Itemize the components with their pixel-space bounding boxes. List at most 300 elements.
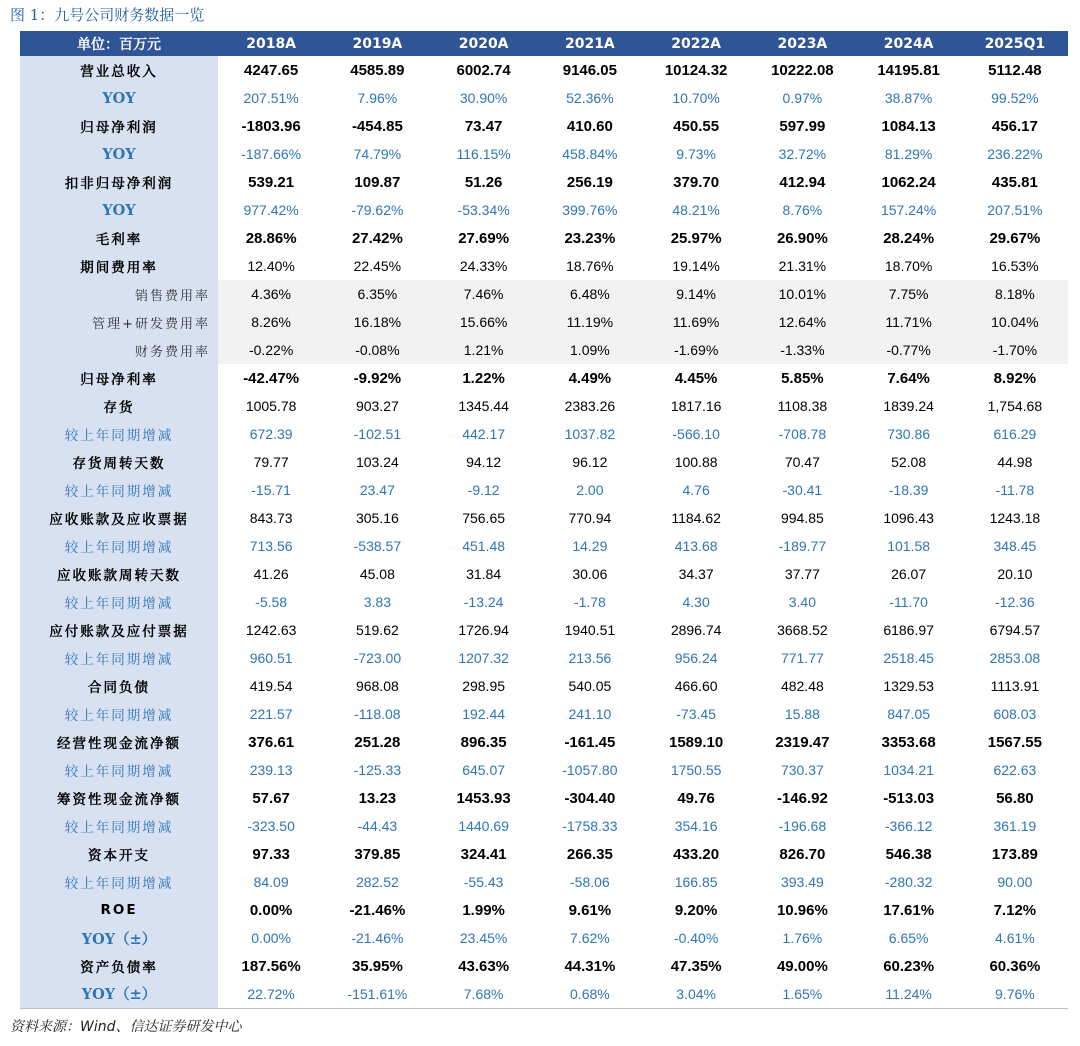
period-header: 2023A <box>749 31 855 56</box>
table-cell: 1567.55 <box>987 733 1042 751</box>
table-cell: 11.24% <box>885 985 932 1002</box>
table-cell: 1750.55 <box>670 762 722 778</box>
table-cell: 7.46% <box>431 280 537 308</box>
table-cell: -280.32 <box>884 874 933 890</box>
row-label: 归母净利率 <box>20 364 218 392</box>
table-cell: 4.45% <box>674 369 718 387</box>
table-cell: -12.36 <box>995 594 1035 610</box>
table-row <box>20 84 1068 112</box>
table-cell: 11.71% <box>856 308 962 336</box>
table-row <box>20 840 1068 868</box>
table-cell: -42.47% <box>243 369 300 387</box>
table-cell: 6794.57 <box>989 622 1041 638</box>
table-cell: 81.29% <box>884 146 933 162</box>
table-cell: 207.51% <box>987 202 1043 218</box>
table-cell: 410.60 <box>566 117 613 135</box>
table-cell: 608.03 <box>993 706 1037 722</box>
row-label: 较上年同期增减 <box>20 420 218 448</box>
table-row <box>20 588 1068 616</box>
table-cell: 994.85 <box>780 510 824 526</box>
table-cell: 52.36% <box>566 90 614 106</box>
table-cell: 9.61% <box>568 901 612 919</box>
table-cell: 2319.47 <box>775 733 830 751</box>
table-cell: 305.16 <box>355 510 399 526</box>
table-row <box>20 980 1068 1008</box>
table-cell: 1084.13 <box>881 117 936 135</box>
table-cell: 84.09 <box>253 874 289 890</box>
row-label: 应收账款及应收票据 <box>20 504 218 532</box>
table-cell: -1803.96 <box>241 117 301 135</box>
table-cell: 116.15% <box>456 146 511 162</box>
table-body <box>20 56 1068 1008</box>
table-cell: 713.56 <box>249 538 293 554</box>
table-row <box>20 112 1068 140</box>
table-cell: 399.76% <box>562 202 618 218</box>
table-cell: 16.53% <box>991 258 1039 274</box>
table-cell: -11.70 <box>889 594 928 610</box>
table-cell: 412.94 <box>779 173 826 191</box>
table-cell: 8.26% <box>218 308 324 336</box>
table-cell: 14195.81 <box>877 61 940 79</box>
row-label: ROE <box>20 896 218 924</box>
table-cell: 187.56% <box>241 957 301 975</box>
table-cell: 9.73% <box>676 146 716 162</box>
table-cell: 435.81 <box>991 173 1038 191</box>
table-cell: 1726.94 <box>458 622 509 638</box>
table-cell: 26.90% <box>776 229 828 247</box>
table-cell: 10.96% <box>776 901 828 919</box>
table-cell: 25.97% <box>670 229 722 247</box>
unit-label: 单位：百万元 <box>20 31 218 56</box>
table-cell: 6002.74 <box>456 61 511 79</box>
table-cell: 4247.65 <box>244 61 299 79</box>
table-cell: 96.12 <box>572 454 608 470</box>
table-cell: 10.04% <box>962 308 1068 336</box>
table-cell: -454.85 <box>351 117 403 135</box>
table-cell: 896.35 <box>460 733 507 751</box>
table-cell: 379.85 <box>354 845 401 863</box>
table-cell: -30.41 <box>782 482 823 498</box>
table-cell: -11.78 <box>995 482 1035 498</box>
table-cell: -1.69% <box>643 336 749 364</box>
table-cell: 376.61 <box>248 733 295 751</box>
table-cell: 354.16 <box>674 818 718 834</box>
table-cell: -1758.33 <box>562 818 618 834</box>
table-cell: 173.89 <box>991 845 1038 863</box>
table-cell: 15.88 <box>784 706 820 722</box>
table-cell: 27.42% <box>351 229 403 247</box>
table-cell: 393.49 <box>780 874 824 890</box>
period-header: 2025Q1 <box>962 31 1068 56</box>
table-cell: 9.76% <box>995 985 1035 1002</box>
table-cell: 256.19 <box>566 173 613 191</box>
row-label: 较上年同期增减 <box>20 532 218 560</box>
row-label: YOY <box>20 140 218 168</box>
table-cell: -189.77 <box>778 538 827 554</box>
table-cell: -566.10 <box>672 426 720 442</box>
table-cell: 1839.24 <box>883 398 934 414</box>
table-cell: 213.56 <box>568 650 612 666</box>
table-cell: 29.67% <box>989 229 1041 247</box>
table-cell: -1.78 <box>573 594 606 610</box>
table-cell: 843.73 <box>249 510 293 526</box>
table-cell: -0.08% <box>324 336 430 364</box>
table-cell: -196.68 <box>778 818 827 834</box>
row-label: YOY <box>20 84 218 112</box>
table-cell: 1453.93 <box>456 789 511 807</box>
table-cell: -304.40 <box>564 789 616 807</box>
table-cell: 539.21 <box>248 173 295 191</box>
row-label: 较上年同期增减 <box>20 476 218 504</box>
table-cell: 1184.62 <box>671 510 721 526</box>
table-cell: 57.67 <box>252 789 290 807</box>
table-cell: 236.22% <box>987 146 1043 162</box>
table-cell: 37.77 <box>784 566 820 582</box>
row-label: 存货周转天数 <box>20 448 218 476</box>
table-cell: 1,754.68 <box>987 398 1043 414</box>
table-row <box>20 728 1068 756</box>
table-cell: 0.97% <box>782 90 823 106</box>
period-header: 2024A <box>856 31 962 56</box>
table-cell: 3.83 <box>363 594 391 610</box>
table-cell: 70.47 <box>784 454 820 470</box>
table-cell: 361.19 <box>993 818 1037 834</box>
table-cell: 3668.52 <box>777 622 828 638</box>
table-row <box>20 672 1068 700</box>
table-row <box>20 336 1068 364</box>
table-cell: 45.08 <box>359 566 395 582</box>
table-cell: -44.43 <box>357 818 398 834</box>
table-cell: 2853.08 <box>989 650 1041 666</box>
table-cell: 1589.10 <box>669 733 724 751</box>
table-cell: 16.18% <box>324 308 430 336</box>
table-cell: 1440.69 <box>458 818 509 834</box>
row-label: 毛利率 <box>20 224 218 252</box>
table-cell: 266.35 <box>566 845 613 863</box>
table-cell: 10.01% <box>749 280 855 308</box>
table-cell: 157.24% <box>880 202 937 218</box>
table-cell: -1.70% <box>962 336 1068 364</box>
table-cell: 903.27 <box>355 398 399 414</box>
table-cell: -323.50 <box>247 818 295 834</box>
table-cell: 49.00% <box>776 957 828 975</box>
table-cell: 10124.32 <box>664 61 728 79</box>
table-cell: -723.00 <box>353 650 402 666</box>
table-cell: 9146.05 <box>562 61 617 79</box>
table-row <box>20 896 1068 924</box>
table-cell: 28.86% <box>245 229 297 247</box>
row-label: 较上年同期增减 <box>20 868 218 896</box>
row-label: 归母净利润 <box>20 112 218 140</box>
table-cell: 7.68% <box>463 985 504 1002</box>
table-cell: 451.48 <box>462 538 506 554</box>
period-header: 2022A <box>643 31 749 56</box>
table-cell: 968.08 <box>355 678 399 694</box>
financial-data-table <box>20 31 1068 1009</box>
table-cell: -161.45 <box>564 733 616 751</box>
row-label: 筹资性现金流净额 <box>20 784 218 812</box>
table-cell: -513.03 <box>883 789 935 807</box>
table-cell: 616.29 <box>993 426 1037 442</box>
table-row <box>20 140 1068 168</box>
table-cell: 32.72% <box>778 146 827 162</box>
table-cell: 2518.45 <box>883 650 934 666</box>
table-cell: -18.39 <box>888 482 929 498</box>
table-cell: 43.63% <box>458 957 510 975</box>
table-row <box>20 868 1068 896</box>
table-cell: 298.95 <box>462 678 506 694</box>
table-cell: 546.38 <box>885 845 932 863</box>
table-cell: -0.77% <box>856 336 962 364</box>
header-row <box>20 31 1068 56</box>
table-cell: 1.21% <box>431 336 537 364</box>
table-cell: 47.35% <box>670 957 722 975</box>
table-cell: 13.23 <box>358 789 397 807</box>
table-cell: 466.60 <box>674 678 718 694</box>
table-row <box>20 644 1068 672</box>
table-cell: 34.37 <box>678 566 714 582</box>
table-cell: 41.26 <box>253 566 289 582</box>
table-cell: 6186.97 <box>883 622 934 638</box>
table-cell: 52.08 <box>891 454 927 470</box>
table-cell: 456.17 <box>991 117 1038 135</box>
table-row <box>20 504 1068 532</box>
table-cell: 239.13 <box>249 762 293 778</box>
table-cell: 27.69% <box>458 229 510 247</box>
table-row <box>20 308 1068 336</box>
table-cell: 6.35% <box>324 280 430 308</box>
table-cell: 0.00% <box>251 930 291 946</box>
table-cell: 1.09% <box>537 336 643 364</box>
table-cell: 109.87 <box>354 173 401 191</box>
table-row <box>20 756 1068 784</box>
row-label: 较上年同期增减 <box>20 588 218 616</box>
table-cell: 30.90% <box>459 90 508 106</box>
table-cell: -53.34% <box>457 202 510 218</box>
table-cell: 251.28 <box>354 733 401 751</box>
table-cell: 1.99% <box>462 901 505 919</box>
table-cell: 23.47 <box>359 482 395 498</box>
table-row <box>20 196 1068 224</box>
table-cell: 1817.16 <box>670 398 722 414</box>
table-cell: 38.87% <box>884 90 933 106</box>
table-cell: 8.92% <box>993 369 1037 387</box>
table-cell: 379.70 <box>673 173 720 191</box>
table-cell: 0.00% <box>249 901 293 919</box>
row-label: 较上年同期增减 <box>20 700 218 728</box>
table-cell: 100.88 <box>674 454 718 470</box>
table-cell: 730.37 <box>780 762 824 778</box>
table-cell: 433.20 <box>673 845 720 863</box>
row-label: 较上年同期增减 <box>20 756 218 784</box>
table-cell: 14.29 <box>572 538 608 554</box>
table-cell: 51.26 <box>464 173 503 191</box>
table-cell: 1242.63 <box>245 622 297 638</box>
table-cell: 1108.38 <box>777 398 828 414</box>
table-cell: -21.46% <box>349 901 406 919</box>
table-cell: 4.76 <box>682 482 710 498</box>
table-cell: 103.24 <box>355 454 399 470</box>
table-cell: 7.62% <box>570 930 610 946</box>
table-cell: 1096.43 <box>883 510 934 526</box>
table-cell: 23.45% <box>459 930 508 946</box>
table-cell: 482.48 <box>780 678 824 694</box>
table-cell: 413.68 <box>674 538 718 554</box>
table-cell: 44.98 <box>997 454 1033 470</box>
table-cell: 74.79% <box>353 146 402 162</box>
table-cell: 12.40% <box>247 258 295 274</box>
table-cell: 44.31% <box>564 957 616 975</box>
table-cell: 4.61% <box>995 930 1035 946</box>
table-cell: 756.65 <box>462 510 506 526</box>
table-cell: 99.52% <box>991 90 1039 106</box>
table-cell: 1062.24 <box>881 173 936 191</box>
row-label: 应收账款周转天数 <box>20 560 218 588</box>
table-row <box>20 448 1068 476</box>
table-cell: 597.99 <box>779 117 826 135</box>
row-label: 扣非归母净利润 <box>20 168 218 196</box>
table-cell: 8.18% <box>962 280 1068 308</box>
table-row <box>20 812 1068 840</box>
table-cell: 28.24% <box>883 229 935 247</box>
table-row <box>20 616 1068 644</box>
table-cell: -13.24 <box>463 594 504 610</box>
table-cell: 6.65% <box>888 930 929 946</box>
table-cell: 730.86 <box>887 426 931 442</box>
table-cell: 6.48% <box>537 280 643 308</box>
row-label: 合同负债 <box>20 672 218 700</box>
table-cell: 847.05 <box>887 706 931 722</box>
table-cell: 26.07 <box>891 566 927 582</box>
table-cell: 19.14% <box>672 258 720 274</box>
table-cell: 7.96% <box>357 90 398 106</box>
table-cell: 1329.53 <box>883 678 934 694</box>
table-cell: 348.45 <box>993 538 1037 554</box>
period-header: 2021A <box>537 31 643 56</box>
table-cell: 1005.78 <box>245 398 297 414</box>
table-cell: 101.58 <box>887 538 931 554</box>
table-cell: -79.62% <box>351 202 404 218</box>
table-cell: 7.75% <box>856 280 962 308</box>
table-cell: 1243.18 <box>989 510 1041 526</box>
table-cell: 97.33 <box>252 845 290 863</box>
table-cell: 30.06 <box>572 566 608 582</box>
table-cell: -125.33 <box>353 762 402 778</box>
table-cell: -1057.80 <box>562 762 618 778</box>
table-cell: 826.70 <box>779 845 826 863</box>
table-row <box>20 392 1068 420</box>
table-cell: 9.20% <box>674 901 718 919</box>
table-cell: 56.80 <box>996 789 1034 807</box>
table-cell: -118.08 <box>354 706 401 722</box>
row-label: YOY（±） <box>20 980 218 1008</box>
table-cell: 221.57 <box>249 706 293 722</box>
table-cell: 450.55 <box>673 117 720 135</box>
table-cell: 60.23% <box>883 957 935 975</box>
table-cell: 1207.32 <box>458 650 509 666</box>
table-cell: 1034.21 <box>883 762 934 778</box>
table-cell: 4585.89 <box>350 61 405 79</box>
row-label: 资本开支 <box>20 840 218 868</box>
table-row <box>20 280 1068 308</box>
table-cell: 771.77 <box>780 650 824 666</box>
table-row <box>20 924 1068 952</box>
table-cell: 3353.68 <box>881 733 936 751</box>
table-cell: -0.22% <box>218 336 324 364</box>
table-cell: 1940.51 <box>564 622 616 638</box>
table-cell: -538.57 <box>353 538 402 554</box>
table-cell: -9.12 <box>467 482 500 498</box>
table-cell: 458.84% <box>562 146 618 162</box>
table-cell: 21.31% <box>778 258 827 274</box>
table-cell: 1037.82 <box>564 426 616 442</box>
table-cell: 956.24 <box>674 650 718 666</box>
table-row <box>20 560 1068 588</box>
table-cell: 24.33% <box>459 258 508 274</box>
table-cell: -102.51 <box>353 426 402 442</box>
table-cell: 1113.91 <box>990 678 1040 694</box>
table-cell: 5112.48 <box>988 61 1042 79</box>
table-cell: -15.71 <box>251 482 291 498</box>
table-cell: -708.78 <box>778 426 827 442</box>
table-cell: 22.45% <box>353 258 402 274</box>
figure-title: 图 1：九号公司财务数据一览 <box>10 6 205 24</box>
table-cell: 960.51 <box>249 650 293 666</box>
table-cell: 5.85% <box>781 369 824 387</box>
table-cell: 977.42% <box>243 202 299 218</box>
table-cell: 20.10 <box>997 566 1033 582</box>
table-cell: 17.61% <box>883 901 935 919</box>
table-cell: 770.94 <box>568 510 612 526</box>
table-row <box>20 168 1068 196</box>
table-cell: 1345.44 <box>458 398 509 414</box>
table-cell: 1.22% <box>462 369 505 387</box>
table-row <box>20 364 1068 392</box>
row-label: 较上年同期增减 <box>20 812 218 840</box>
table-row <box>20 252 1068 280</box>
table-cell: 18.76% <box>566 258 614 274</box>
table-cell: 3.04% <box>676 985 716 1002</box>
table-row <box>20 420 1068 448</box>
table-row <box>20 532 1068 560</box>
table-cell: 18.70% <box>884 258 933 274</box>
table-cell: 282.52 <box>355 874 399 890</box>
period-header: 2019A <box>324 31 430 56</box>
table-row <box>20 700 1068 728</box>
table-cell: 2896.74 <box>670 622 722 638</box>
table-cell: 419.54 <box>249 678 293 694</box>
table-cell: 540.05 <box>568 678 612 694</box>
table-cell: -5.58 <box>255 594 288 610</box>
table-cell: 60.36% <box>989 957 1041 975</box>
table-cell: -58.06 <box>570 874 610 890</box>
table-cell: 90.00 <box>997 874 1033 890</box>
row-label: 应付账款及应付票据 <box>20 616 218 644</box>
table-cell: 207.51% <box>243 90 299 106</box>
row-label: 经营性现金流净额 <box>20 728 218 756</box>
table-cell: 672.39 <box>249 426 293 442</box>
table-cell: 4.49% <box>568 369 612 387</box>
table-row <box>20 476 1068 504</box>
table-cell: 645.07 <box>462 762 506 778</box>
table-cell: 73.47 <box>464 117 503 135</box>
row-label: 财务费用率 <box>20 336 218 364</box>
table-cell: 15.66% <box>431 308 537 336</box>
row-label: 营业总收入 <box>20 56 218 84</box>
row-label: 资产负债率 <box>20 952 218 980</box>
table-cell: -55.43 <box>463 874 504 890</box>
table-cell: 0.68% <box>570 985 610 1002</box>
